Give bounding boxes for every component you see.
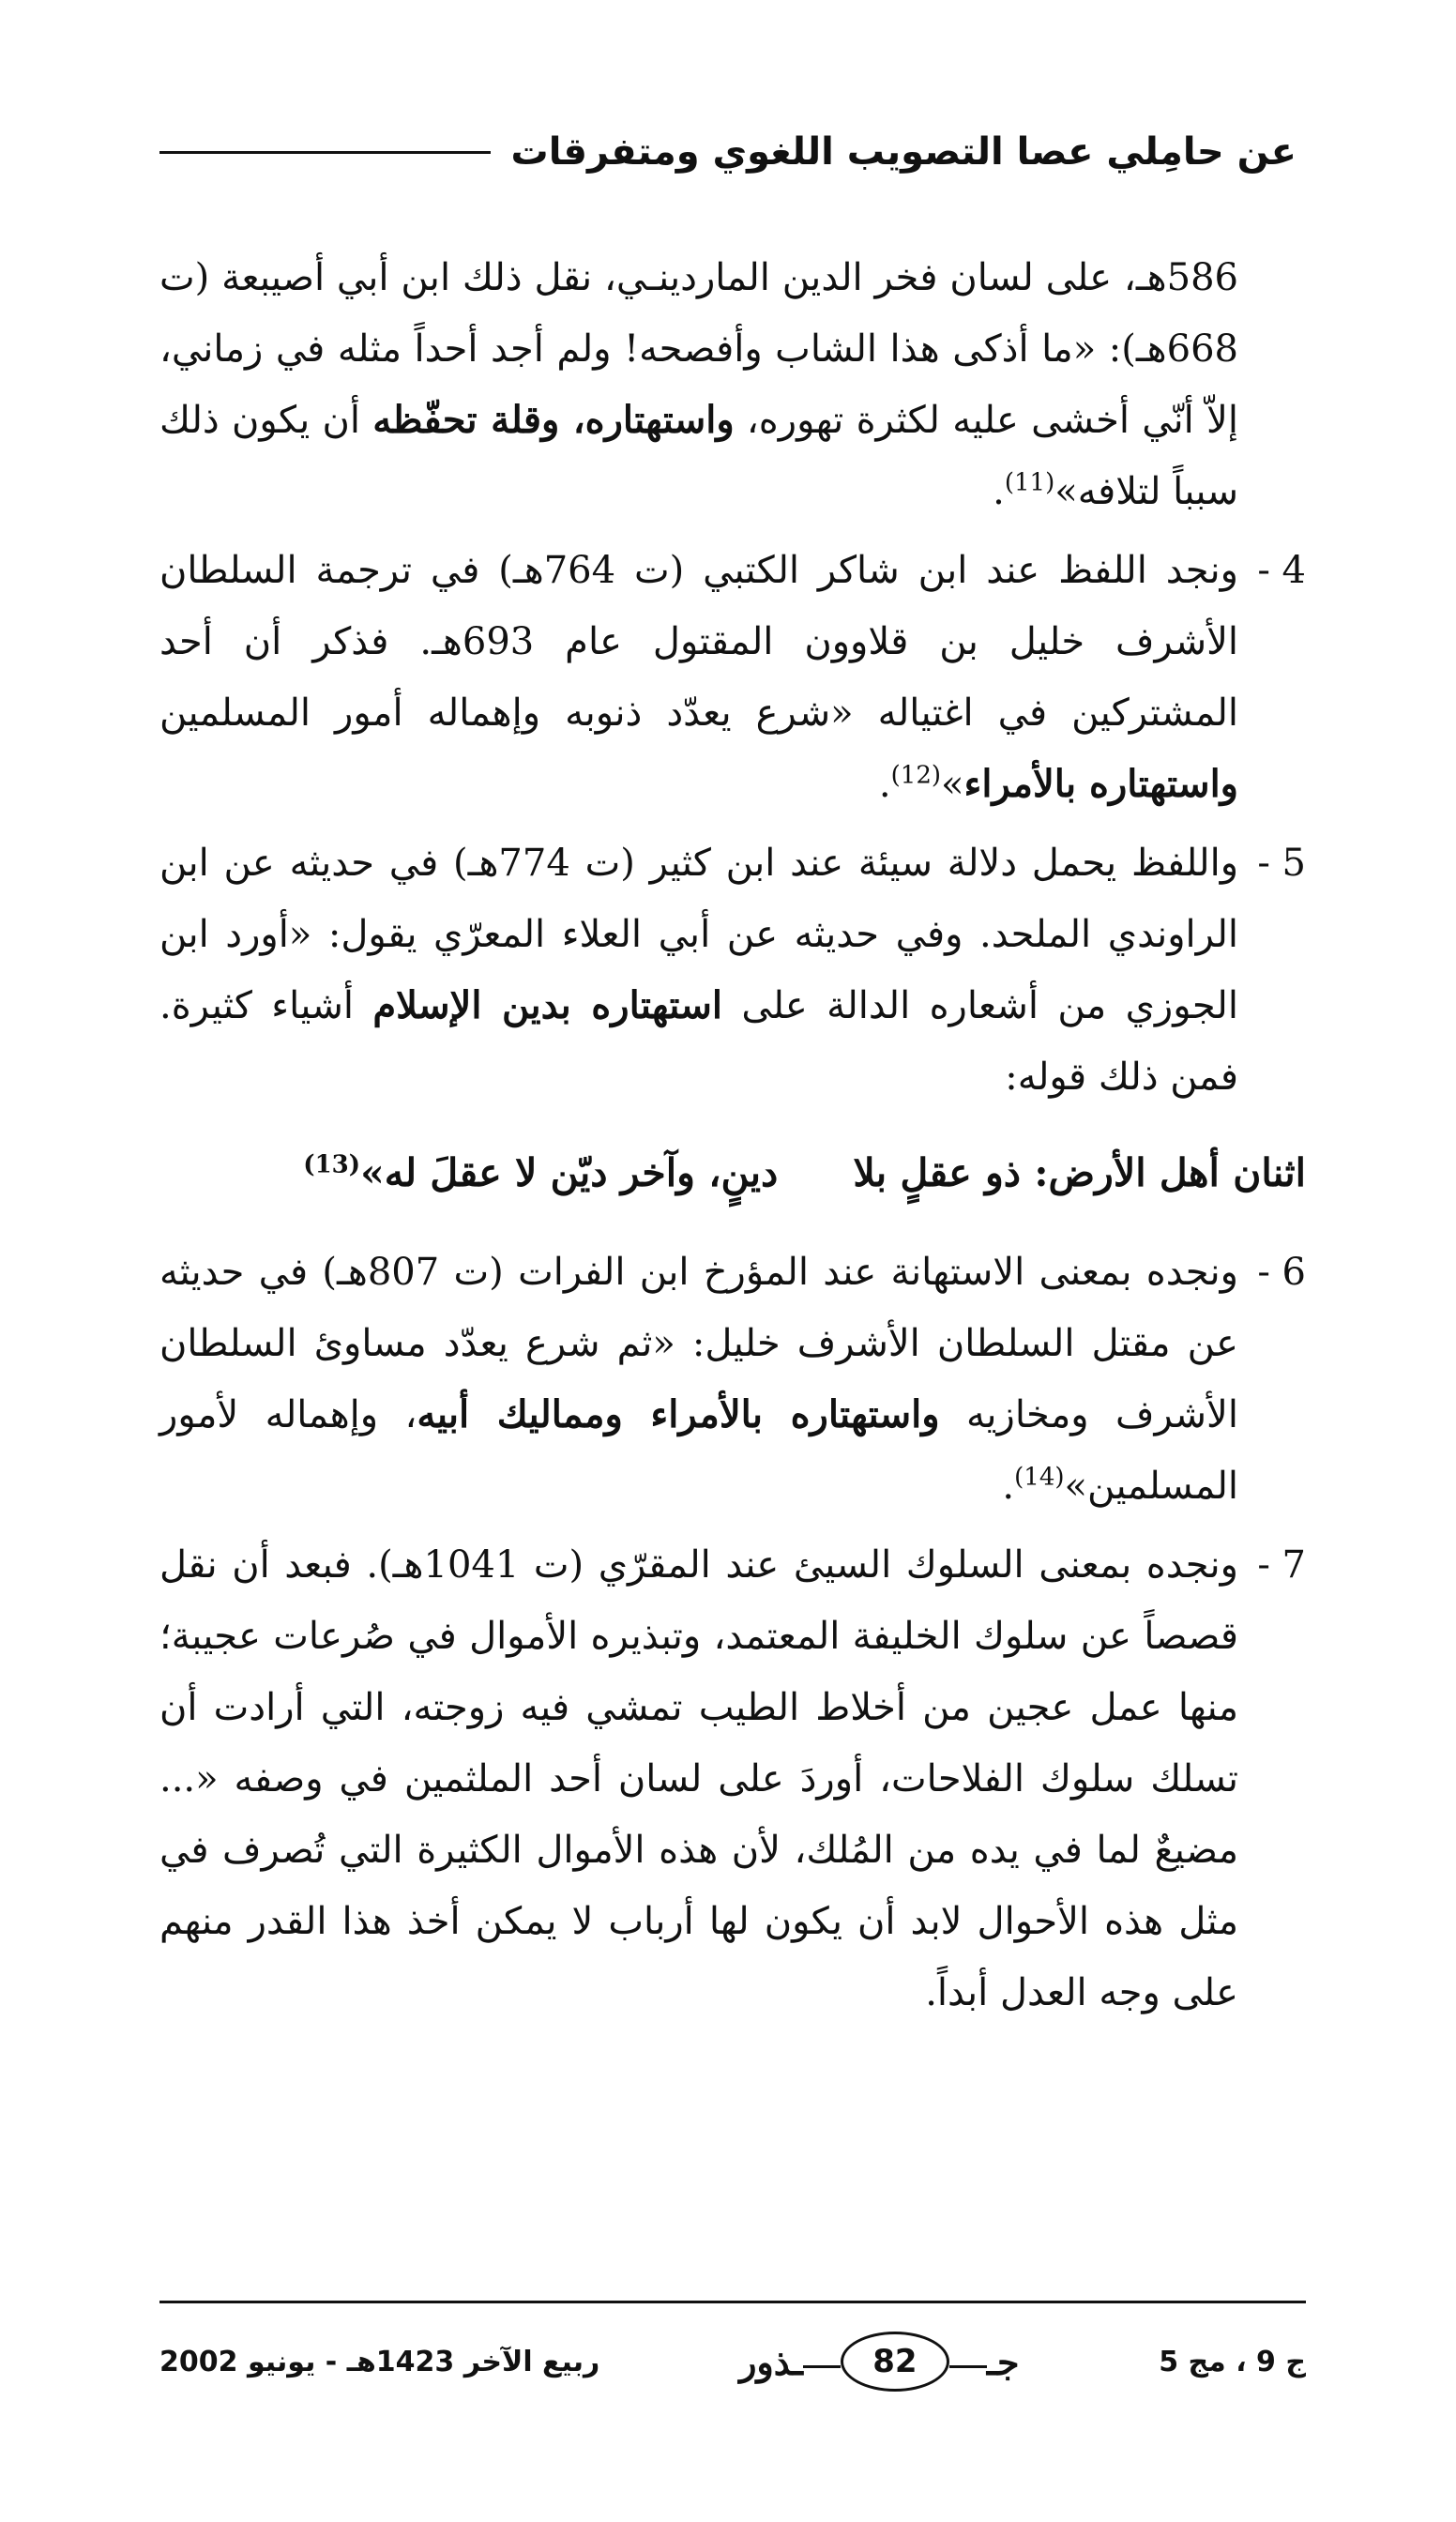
footnote-ref: (12) [890,761,942,790]
bold-phrase: واستهتاره، وقلة تحفّظه [372,398,735,442]
paragraph-end: . [993,470,1005,513]
running-title: عن حامِلي عصا التصويب اللغوي ومتفرقات [510,130,1297,174]
journal-logo-page-number [739,2332,1019,2392]
paragraph-text-after: أن يكون ذلك سبباً لتلافه» [159,399,1238,513]
item-text: ونجد اللفظ عند ابن شاكر الكتبي (ت 764هـ) في ترجمة السلطان الأشرف خليل بن قلاوون المقتول عام 693هـ. فذكر أن أحد المشتركين في اغتياله «شرع يعدّد ذنوبه وإهماله أمور المسلمين [159,549,1239,735]
verse-hemistich-first: اثنان أهل الأرض: ذو عقلٍ بلا [853,1150,1306,1195]
continuation-paragraph [159,242,1306,527]
list-item [159,1237,1306,1522]
poem-verse [159,1137,1306,1208]
footnote-ref: (11) [1004,468,1055,497]
issue-info: ج 9 ، مج 5 [1159,2345,1306,2378]
verse-hemistich-second-wrap [303,1137,778,1208]
footnote-ref: (13) [303,1150,361,1179]
article-body [159,242,1306,2028]
item-text: ونجده بمعنى الاستهانة عند المؤرخ ابن الفرات (ت 807هـ) في حديثه عن مقتل السلطان الأشرف خليل: «ثم شرع يعدّد مساوئ السلطان الأشرف ومخازيه [159,1251,1238,1436]
bold-phrase: واستهتاره بالأمراء ومماليك أبيه [417,1392,940,1436]
issue-date: ربيع الآخر 1423هـ - يونيو 2002 [159,2345,600,2378]
item-end: . [1002,1465,1015,1508]
item-end: . [878,763,891,806]
item-number: 4 - [1257,549,1306,592]
page-number: 82 [841,2332,949,2392]
item-number: 7 - [1257,1543,1306,1587]
journal-name-part: ـذور [739,2340,803,2383]
list-item [159,828,1306,1113]
list-item [159,535,1306,820]
bold-phrase: استهتاره بدين الإسلام [372,983,722,1027]
paragraph-text: 586هـ، على لسان فخر الدين الماردينـي، نقل ذلك ابن أبي أصيبعة (ت 668هـ): «ما أذكى هذا الشاب وأفصحه! ولم أجد أحداً مثله في زماني، إلاّ أنّي أخشى عليه لكثرة تهوره، [159,256,1238,442]
footnote-ref: (14) [1014,1463,1065,1492]
item-number: 5 - [1257,842,1306,885]
item-text-after: ، وإهماله لأمور المسلمين» [159,1393,1238,1508]
verse-hemistich-second: دينٍ، وآخر ديّن لا عقلَ له» [360,1150,779,1195]
list-item [159,1529,1306,2028]
item-text-after: » [941,763,964,806]
journal-tatweel [803,2365,841,2368]
item-text: واللفظ يحمل دلالة سيئة عند ابن كثير (ت 774هـ) في حديثه عن ابن الراوندي الملحد. وفي حديثه عن أبي العلاء المعرّي يقول: «أورد ابن الجوزي من أشعاره الدالة على [159,842,1239,1027]
bold-phrase: واستهتاره بالأمراء [963,762,1238,806]
header-rule [159,151,491,154]
running-head [159,124,1297,180]
journal-name-part: جـ [986,2340,1020,2383]
item-text: ونجده بمعنى السلوك السيئ عند المقرّي (ت 1041هـ). فبعد أن نقل قصصاً عن سلوك الخليفة المعتمد، وتبذيره الأموال في صُرعات عجيبة؛ منها عمل عجين من أخلاط الطيب تمشي فيه زوجته، التي أرادت أن تسلك سلوك الفلاحات، أوردَ على لسان أحد الملثمين في وصفه «... مضيعٌ لما في يده من المُلك، لأن هذه الأموال الكثيرة التي تُصرف في مثل هذه الأحوال لابد أن يكون لها أرباب لا يمكن أخذ هذا القدر منهم على وجه العدل أبداً. [159,1543,1238,2014]
item-number: 6 - [1257,1251,1306,1294]
page-footer [159,2329,1306,2394]
journal-tatweel [949,2365,987,2368]
item-text-after: أشياء كثيرة. فمن ذلك قوله: [159,984,1238,1099]
footer-rule [159,2301,1306,2303]
